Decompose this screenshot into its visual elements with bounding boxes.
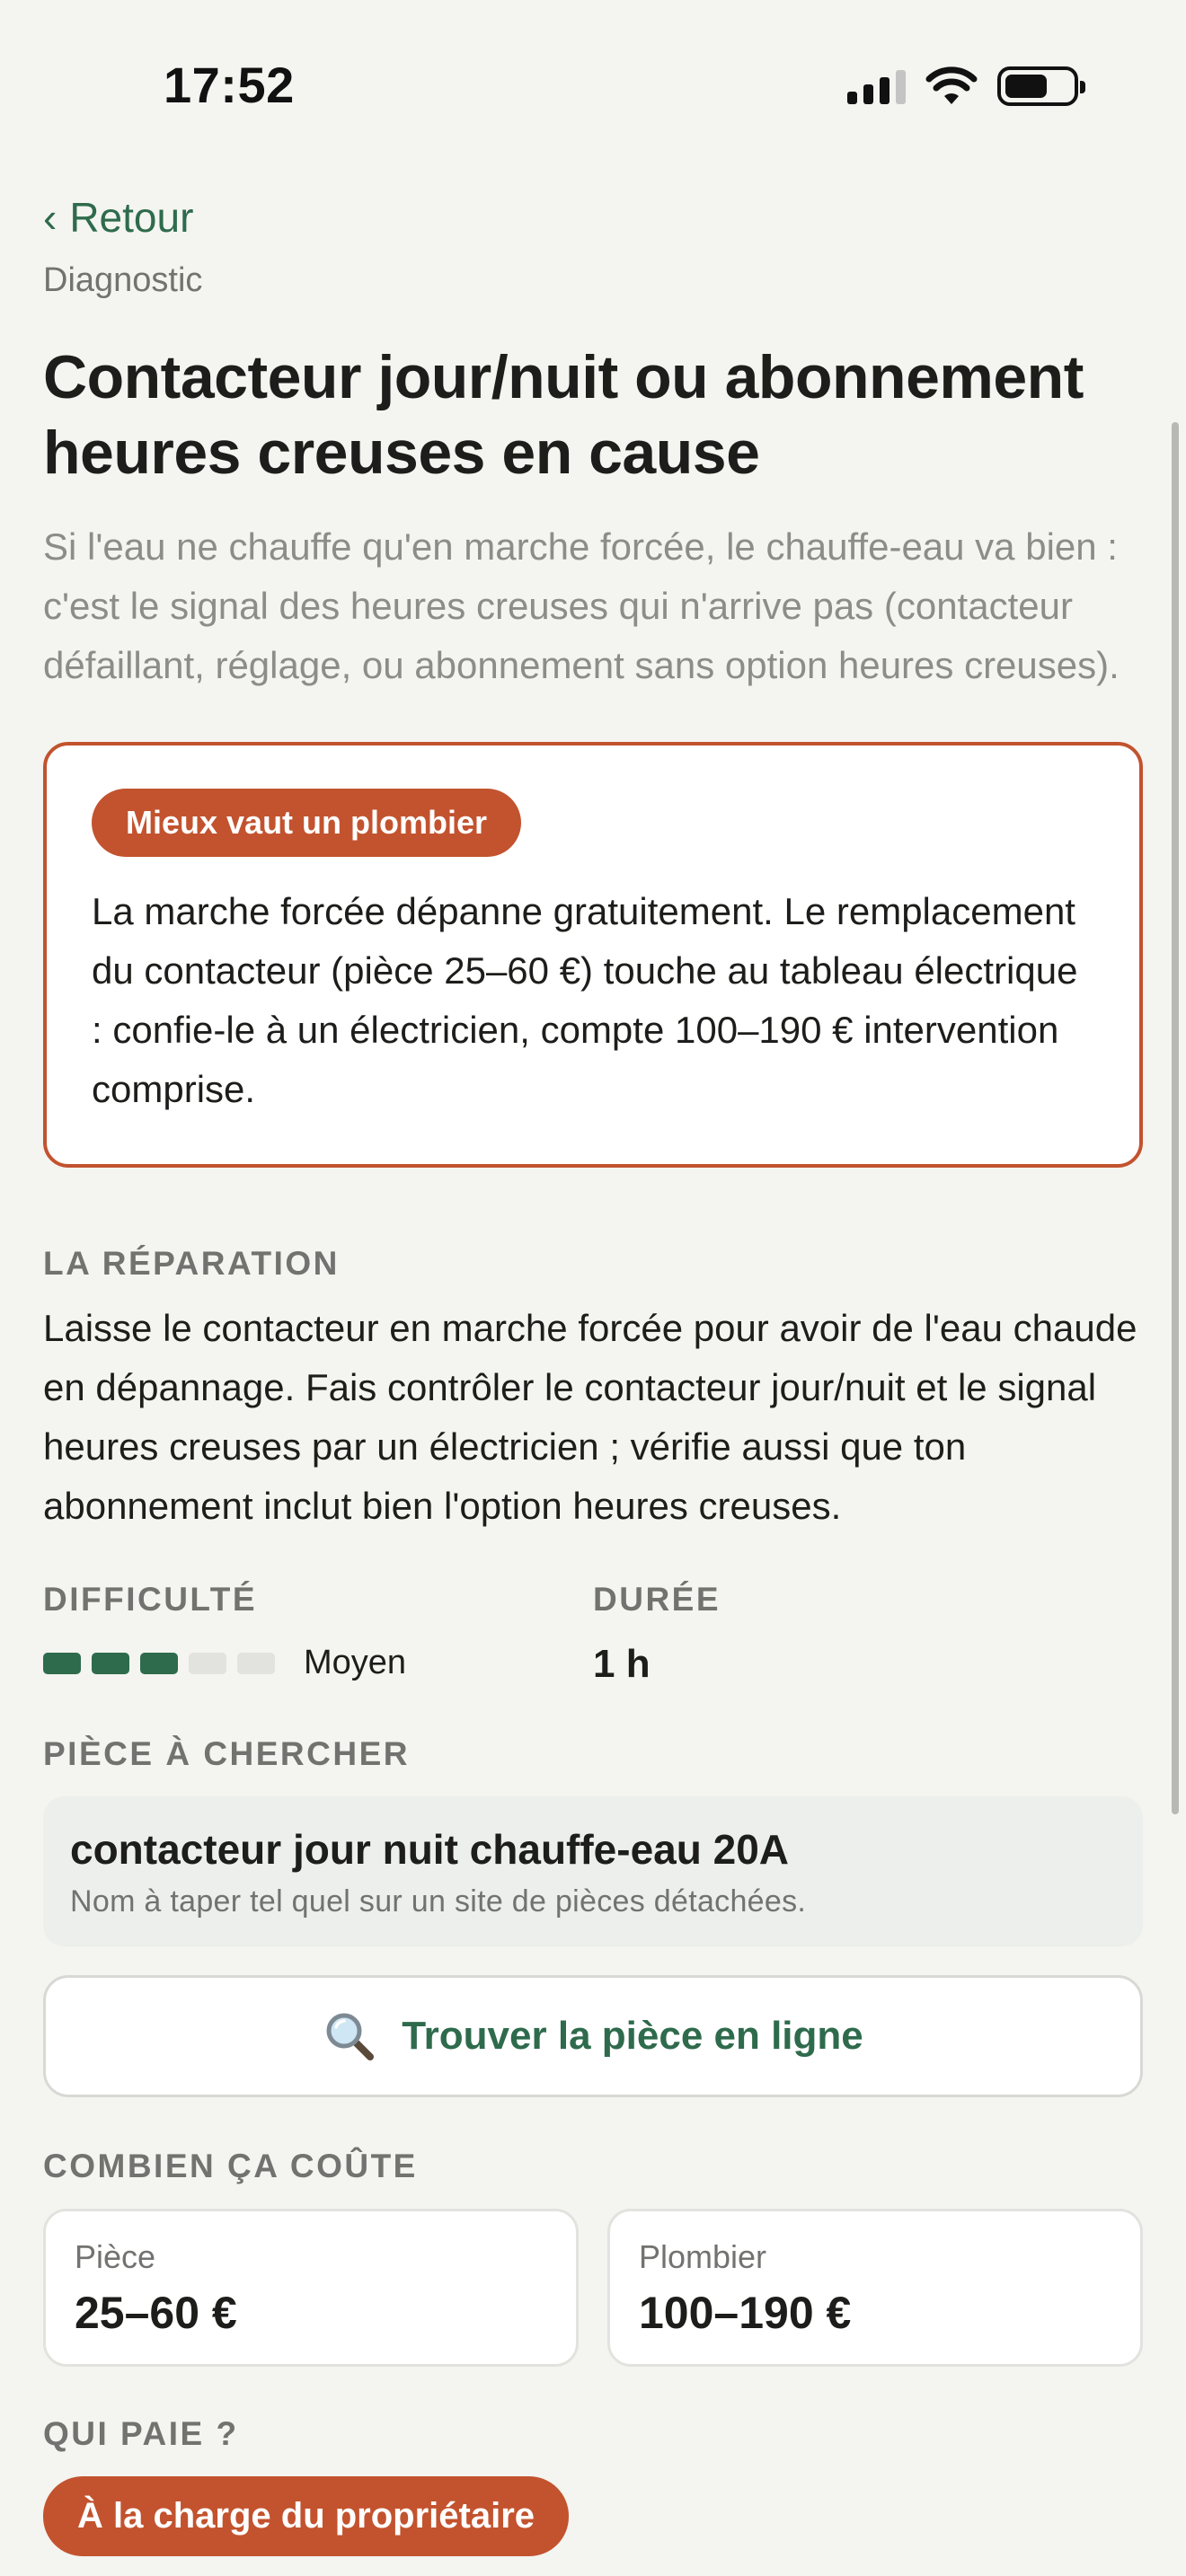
difficulty-block	[43, 1581, 593, 1687]
main-content	[43, 193, 1143, 2556]
repair-text: Laisse le contacteur en marche forcée pour avoir de l'eau chaude en dépannage. Fais contrôler le contacteur jour/nuit et le signal heures creuses par un électricien ; vérifie aussi que ton abonnement inclut bien l'option heures creuses.	[43, 1307, 1137, 1527]
duration-heading: DURÉE	[593, 1581, 721, 1618]
who-pays-heading: QUI PAIE ?	[43, 2415, 239, 2452]
back-button[interactable]	[43, 193, 193, 242]
part-box	[43, 1796, 1143, 1946]
part-heading: PIÈCE À CHERCHER	[43, 1735, 410, 1772]
part-hint: Nom à taper tel quel sur un site de pièces détachées.	[70, 1884, 807, 1919]
difficulty-heading: DIFFICULTÉ	[43, 1581, 258, 1618]
find-part-label: Trouver la pièce en ligne	[402, 2014, 863, 2058]
duration-block	[593, 1581, 1143, 1687]
magnifier-icon	[323, 2009, 376, 2063]
status-icons	[847, 63, 1078, 110]
cost-plumber-value: 100–190 €	[639, 2288, 852, 2338]
meta-row	[43, 1581, 1143, 1687]
battery-icon	[997, 66, 1078, 106]
cost-card-part	[43, 2209, 579, 2367]
difficulty-segment	[189, 1653, 226, 1674]
cost-part-value: 25–60 €	[75, 2288, 237, 2338]
difficulty-segment	[140, 1653, 178, 1674]
breadcrumb: Diagnostic	[43, 261, 203, 299]
page-title: Contacteur jour/nuit ou abonnement heures creuses en cause	[43, 343, 1084, 487]
part-name: contacteur jour nuit chauffe-eau 20A	[70, 1826, 790, 1873]
difficulty-segment	[237, 1653, 275, 1674]
repair-heading: LA RÉPARATION	[43, 1245, 340, 1282]
warning-badge: Mieux vaut un plombier	[92, 789, 521, 857]
chevron-left-icon: ‹	[43, 194, 58, 241]
warning-card	[43, 742, 1143, 1168]
cellular-signal-icon	[847, 68, 906, 104]
difficulty-segment	[92, 1653, 129, 1674]
duration-value: 1 h	[593, 1642, 651, 1686]
cost-heading: COMBIEN ÇA COÛTE	[43, 2148, 418, 2184]
scrollbar[interactable]	[1172, 422, 1179, 1814]
who-pays-badge: À la charge du propriétaire	[43, 2476, 569, 2556]
difficulty-label: Moyen	[304, 1644, 407, 1681]
cost-part-label: Pièce	[75, 2238, 156, 2275]
find-part-button[interactable]	[43, 1975, 1143, 2097]
back-label: Retour	[69, 194, 194, 241]
intro-text: Si l'eau ne chauffe qu'en marche forcée, le chauffe-eau va bien : c'est le signal des heures creuses qui n'arrive pas (contacteur défaillant, réglage, ou abonnement sans option heures creuses).	[43, 525, 1120, 686]
wifi-icon	[925, 66, 978, 106]
status-time: 17:52	[164, 57, 295, 113]
cost-card-plumber	[607, 2209, 1143, 2367]
difficulty-segment	[43, 1653, 81, 1674]
difficulty-meter	[43, 1644, 593, 1682]
status-bar	[0, 0, 1186, 171]
cost-plumber-label: Plombier	[639, 2238, 767, 2275]
warning-text: La marche forcée dépanne gratuitement. Le remplacement du contacteur (pièce 25–60 €) touche au tableau électrique : confie-le à un électricien, compte 100–190 € intervention comprise.	[92, 890, 1078, 1110]
cost-row	[43, 2209, 1143, 2367]
